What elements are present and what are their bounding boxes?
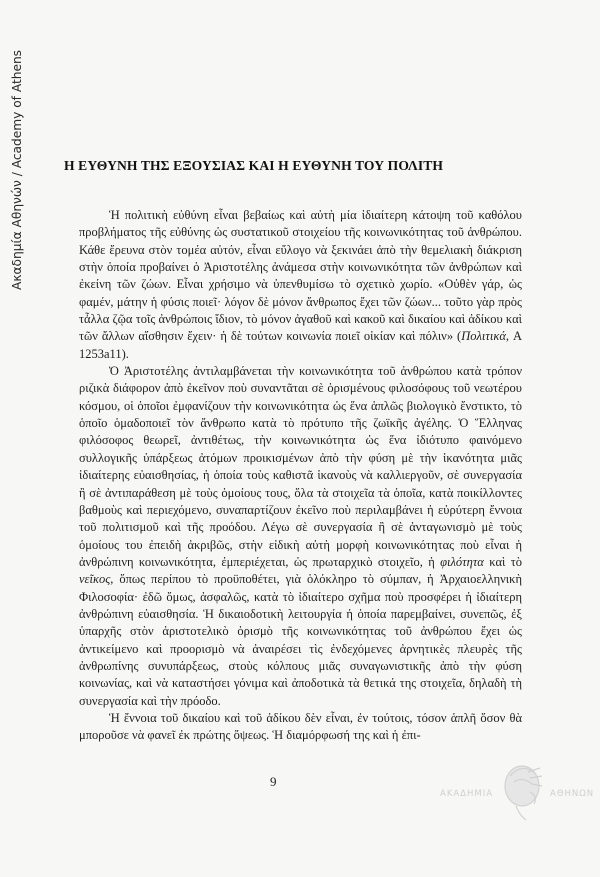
paragraph-2: Ὁ Ἀριστοτέλης ἀντιλαμβάνεται τὴν κοινωνικότητα τοῦ ἀνθρώπου κατὰ τρόπον ριζικὰ διάφορον ἀπὸ ἐκεῖνον ποὺ συναντᾶται σὲ ὁρισμένους φιλοσόφους τοῦ νεωτέρου κόσμου, οἱ ὁποῖοι ἐμφανίζουν τὴν κοινωνικότητα ὡς ἕνα ἁπλῶς βιολογικὸ ἔνστικτο, τὸ ὁποῖο ὁμαδοποιεῖ τὸν ἄνθρωπο κατὰ τὸ πρότυπο τῆς ζωϊκῆς ἀγέλης. Ὁ Ἕλληνας φιλόσοφος θεωρεῖ, ἀντιθέτως, τὴν κοινωνικότητα ὡς ἕνα ἰδιότυπο φαινόμενο συλλογικῆς ὑπάρξεως ἀτόμων προικισμένων ἀπὸ τὴν φύση μὲ τὴν ἱκανότητα μιᾶς ἰδιαίτερης εὐαισθησίας, ἡ ὁποία τοὺς καθιστᾶ ἱκανοὺς νὰ καλλιεργοῦν, σὲ συνεργασία ἢ σὲ ἀντιπαράθεση μὲ τοὺς ὁμοίους τους, ὅλα τὰ στοιχεῖα τὰ ὁποῖα, κατὰ ποικίλλοντες βαθμοὺς καὶ περιεχόμενο, συναπαρτίζουν ἐκεῖνο ποὺ περιλαμβάνει ἡ εὐρύτερη ἔννοια τοῦ πολιτισμοῦ καὶ τῆς προόδου. Λέγω σὲ συνεργασία ἢ σὲ ἀνταγωνισμὸ μὲ τοὺς ὁμοίους του ἐπειδὴ ἀκριβῶς, στὴν εἰδικὴ αὐτὴ μορφὴ κοινωνικότητας ποὺ εἶναι ἡ ἀνθρώπινη κοινωνικότητα, ἐμπεριέχεται, ὡς πρωταρχικὸ στοιχεῖο, ἡ φιλότητα καὶ τὸ νεῖκος, ὅπως περίπου τὸ προϋποθέτει, γιὰ ὁλόκληρο τὸ σύμπαν, ἡ Ἀρχαιοελληνικὴ Φιλοσοφία· ἐδῶ ὅμως, ἀσφαλῶς, κατὰ τὸ ἰδιαίτερο σχῆμα ποὺ προσφέρει ἡ ἰδιαίτερη ἀνθρώπινη εὐαισθησία. Ἡ δικαιοδοτικὴ λειτουργία ἡ ὁποία παρεμβαίνει, συνεπῶς, ἐξ ὑπαρχῆς στὸν ἀριστοτελικὸ ὁρισμὸ τῆς κοινωνικότητας τοῦ ἀνθρώπου ἔχει ὡς ἀντικείμενο καὶ προορισμὸ νὰ ἀναιρέσει τὶς ἐνδεχόμενες ἀρνητικὲς πλευρὲς τῆς ἀνθρωπίνης συνυπάρξεως, στοὺς κόλπους μιᾶς συναγωνιστικῆς ἀπὸ τὴν φύση κοινωνίας, καὶ νὰ καταστήσει γόνιμα καὶ ἀποδοτικὰ τὰ θετικά της στοιχεῖα, δηλαδὴ τὴ συνεργασία καὶ τὴν πρόοδο. bbox=[79, 364, 523, 708]
athena-head-icon bbox=[500, 762, 544, 822]
watermark-right-word: ΑΘΗΝΩΝ bbox=[550, 789, 595, 799]
page-number: 9 bbox=[270, 774, 277, 789]
body-text bbox=[79, 207, 522, 745]
archive-credit-text: Ακαδημία Αθηνών / Academy of Athens bbox=[10, 49, 24, 290]
chapter-title: Η ΕΥΘΥΝΗ ΤΗΣ ΕΞΟΥΣΙΑΣ ΚΑΙ Η ΕΥΘΥΝΗ ΤΟΥ ΠΟΛΙΤΗ bbox=[64, 158, 444, 173]
italic-term-neikos: νεῖκος bbox=[79, 572, 111, 587]
paragraph-1: Ἡ πολιτικὴ εὐθύνη εἶναι βεβαίως καὶ αὐτὴ μία ἰδιαίτερη κάτοψη τοῦ καθόλου προβλήματος τῆς εὐθύνης ὡς συστατικοῦ στοιχείου τῆς κοινωνικότητας τοῦ ἀνθρώπου. Κάθε ἔρευνα στὸν τομέα αὐτόν, εἶναι εὔλογο νὰ ξεκινάει ἀπὸ τὴν θεμελιακὴ διάκριση στὴν ὁποία προβαίνει ὁ Ἀριστοτέλης ἀνάμεσα στὴν κοινωνικότητα τῶν ἀνθρώπων καὶ ἐκείνη τῶν ζώων. Εἶναι χρήσιμο νὰ ὑπενθυμίσω τὸ σχετικὸ χωρίο. «Οὐθὲν γάρ, ὡς φαμέν, μάτην ἡ φύσις ποιεῖ· λόγον δὲ μόνον ἄνθρωπος ἔχει τῶν ζώων... τοῦτο γὰρ πρὸς τἆλλα ζῷα τοῖς ἀνθρώποις ἴδιον, τὸ μόνον ἀγαθοῦ καὶ κακοῦ καὶ δικαίου καὶ ἀδίκου καὶ τῶν ἄλλων αἴσθησιν ἔχειν· ἡ δὲ τούτων κοινωνία ποιεῖ οἰκίαν καὶ πόλιν» (Πολιτικά, A 1253a11). bbox=[79, 208, 522, 361]
paragraph-3: Ἡ ἔννοια τοῦ δικαίου καὶ τοῦ ἀδίκου δὲν εἶναι, ἐν τούτοις, τόσον ἁπλῆ ὅσον θὰ μποροῦσε νὰ φανεῖ ἐκ πρώτης ὄψεως. Ἡ διαμόρφωσή της καὶ ἡ ἐπι- bbox=[79, 710, 522, 743]
academy-watermark bbox=[440, 762, 600, 832]
watermark-left-word: ΑΚΑΔΗΜΙΑ bbox=[440, 789, 494, 799]
citation-title: Πολιτικά bbox=[461, 329, 506, 344]
archive-credit bbox=[8, 40, 28, 290]
italic-term-philotes: φιλότητα bbox=[440, 554, 484, 569]
